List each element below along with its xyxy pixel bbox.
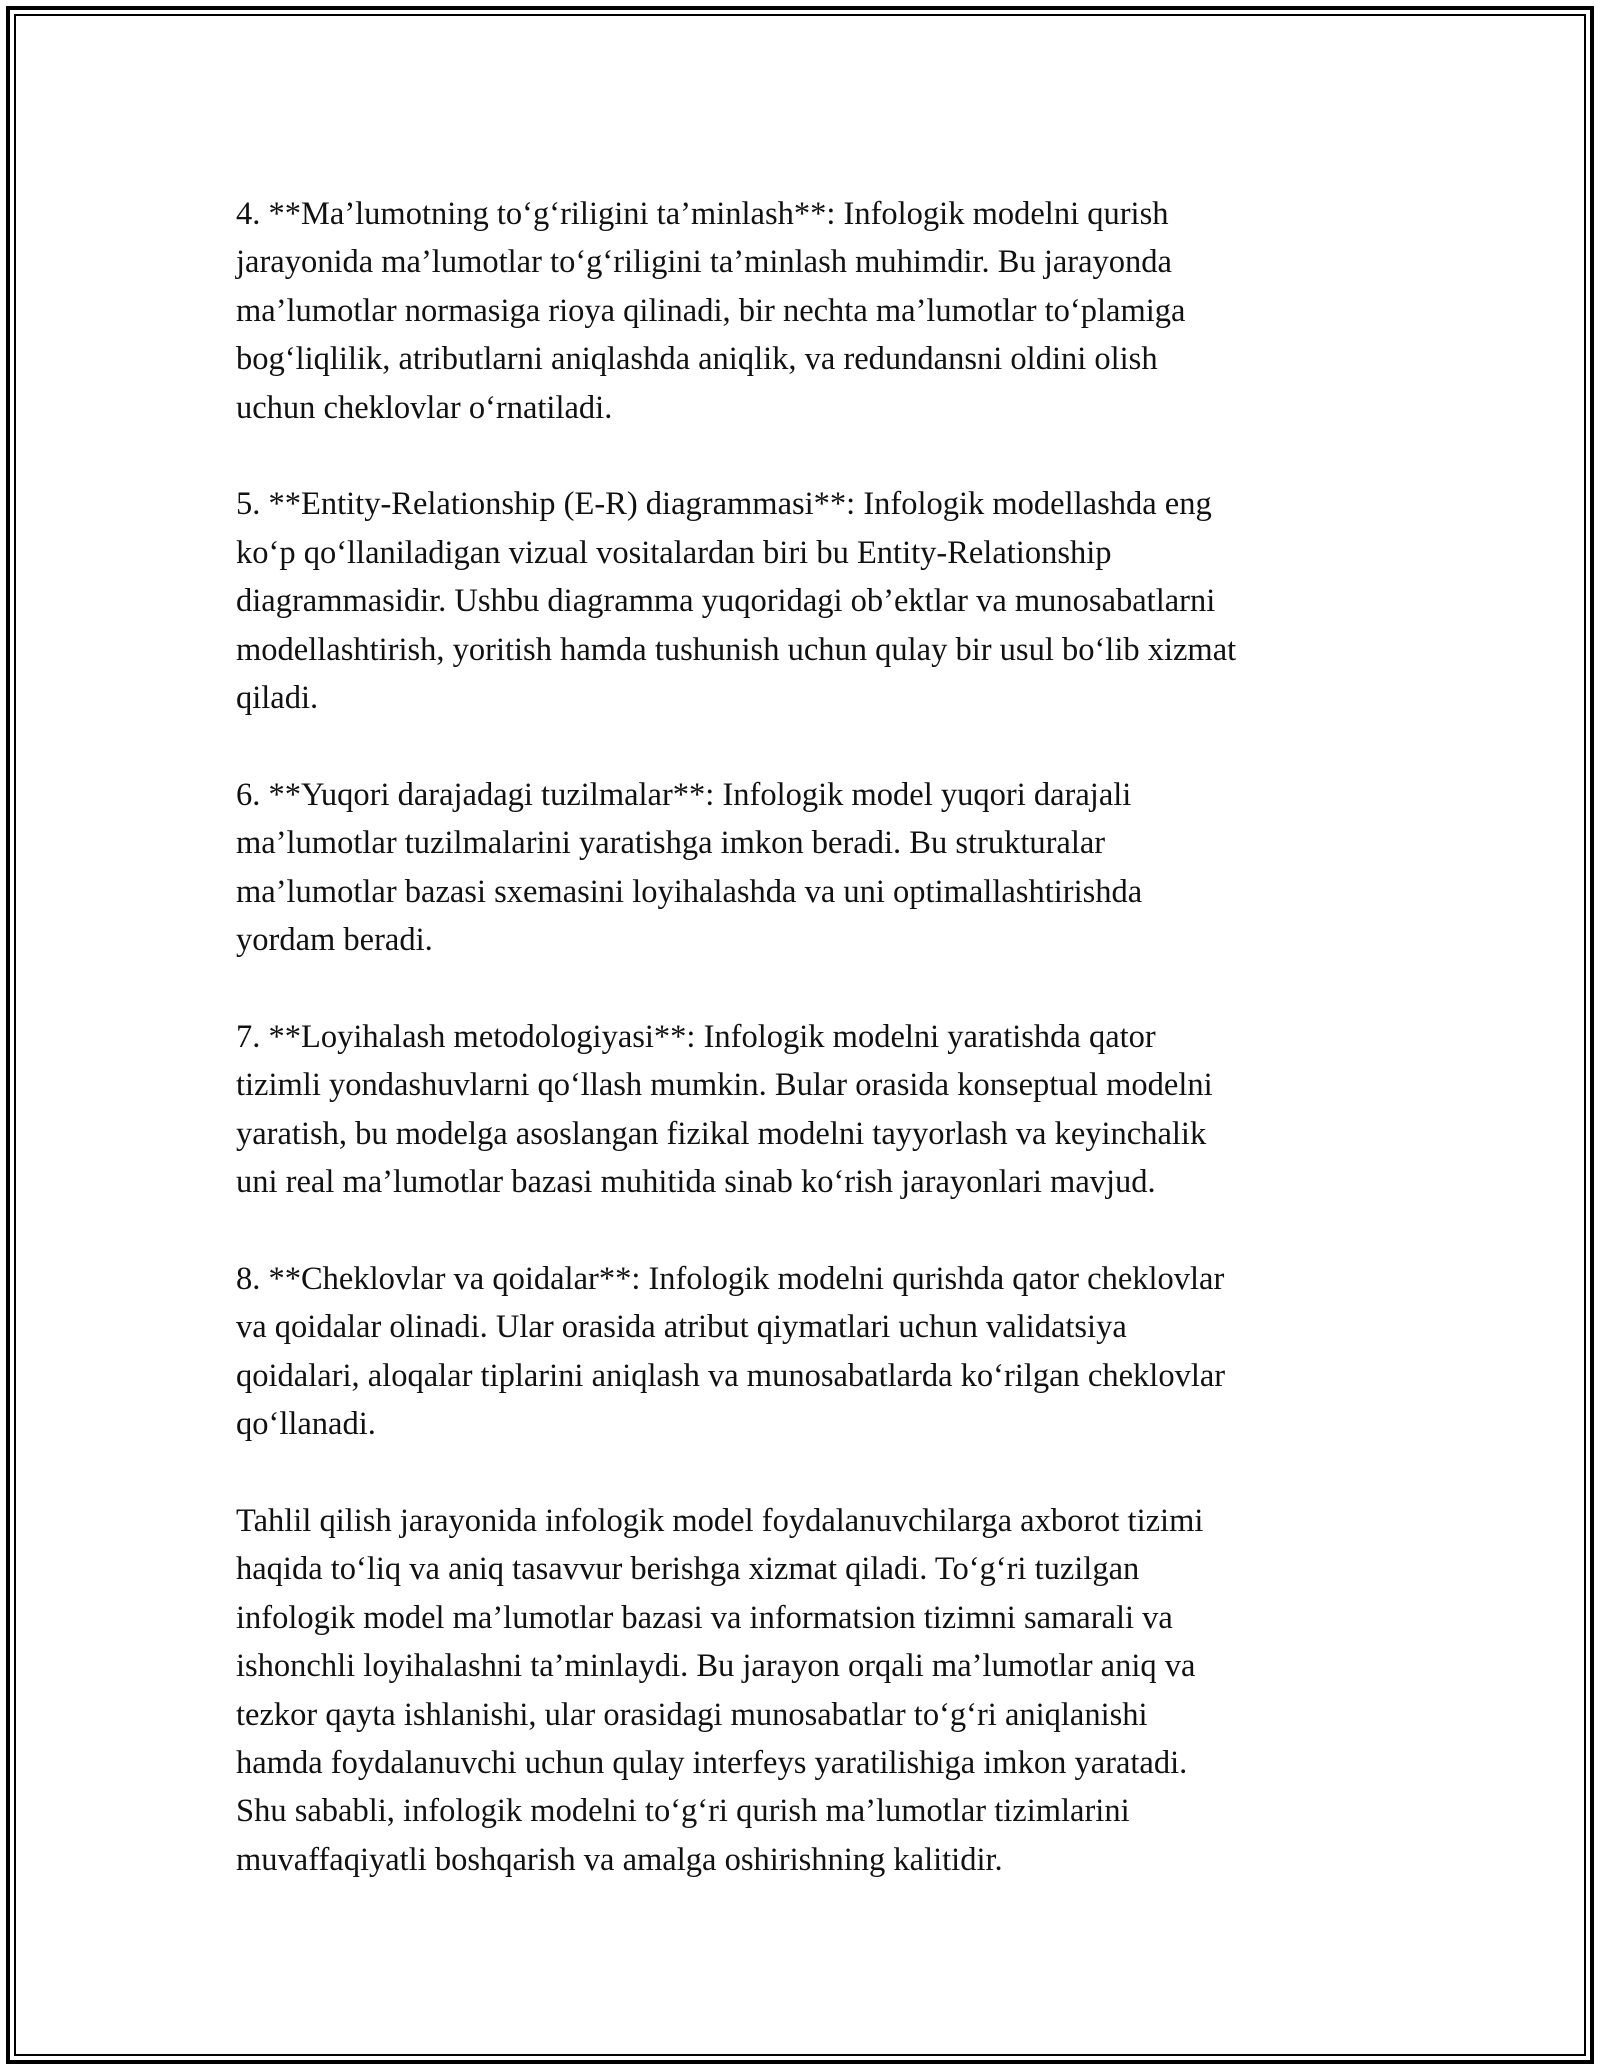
text-line: ma’lumotlar normasiga rioya qilinadi, bir nechta ma’lumotlar to‘plamiga	[236, 292, 1186, 329]
paragraph-item-8	[236, 1255, 1376, 1449]
text-line: 7. **Loyihalash metodologiyasi**: Infologik modelni yaratishda qator	[236, 1018, 1156, 1055]
paragraph-conclusion	[236, 1497, 1376, 1884]
text-line: ko‘p qo‘llaniladigan vizual vositalardan biri bu Entity-Relationship	[236, 534, 1112, 571]
text-line: bog‘liqlilik, atributlarni aniqlashda aniqlik, va redundansni oldini olish	[236, 341, 1158, 378]
text-line: ishonchli loyihalashni ta’minlaydi. Bu jarayon orqali ma’lumotlar aniq va	[236, 1648, 1196, 1685]
text-line: haqida to‘liq va aniq tasavvur berishga xizmat qiladi. To‘g‘ri tuzilgan	[236, 1551, 1140, 1588]
text-line: ma’lumotlar bazasi sxemasini loyihalashda va uni optimallashtirishda	[236, 873, 1143, 910]
text-line: 5. **Entity-Relationship (E-R) diagrammasi**: Infologik modellashda eng	[236, 486, 1212, 523]
text-line: tezkor qayta ishlanishi, ular orasidagi munosabatlar to‘g‘ri aniqlanishi	[236, 1696, 1148, 1733]
text-line: qiladi.	[236, 680, 319, 717]
text-line: yaratish, bu modelga asoslangan fizikal modelni tayyorlash va keyinchalik	[236, 1115, 1207, 1152]
text-line: ma’lumotlar tuzilmalarini yaratishga imkon beradi. Bu strukturalar	[236, 825, 1106, 862]
paragraph-item-5	[236, 480, 1376, 722]
text-line: infologik model ma’lumotlar bazasi va informatsion tizimni samarali va	[236, 1599, 1173, 1636]
text-line: jarayonida ma’lumotlar to‘g‘riligini ta’minlash muhimdir. Bu jarayonda	[236, 244, 1172, 281]
paragraph-item-7	[236, 1013, 1376, 1207]
text-line: hamda foydalanuvchi uchun qulay interfeys yaratilishiga imkon yaratadi.	[236, 1744, 1188, 1781]
text-line: yordam beradi.	[236, 922, 433, 959]
text-line: uni real ma’lumotlar bazasi muhitida sinab ko‘rish jarayonlari mavjud.	[236, 1164, 1156, 1201]
text-line: 4. **Ma’lumotning to‘g‘riligini ta’minlash**: Infologik modelni qurish	[236, 196, 1169, 232]
text-line: va qoidalar olinadi. Ular orasida atribut qiymatlari uchun validatsiya	[236, 1309, 1127, 1346]
text-line: muvaffaqiyatli boshqarish va amalga oshirishning kalitidir.	[236, 1841, 1003, 1878]
paragraph-item-4	[236, 190, 1376, 432]
document-body	[236, 190, 1376, 1933]
text-line: Tahlil qilish jarayonida infologik model foydalanuvchilarga axborot tizimi	[236, 1502, 1204, 1539]
text-line: modellashtirish, yoritish hamda tushunish uchun qulay bir usul bo‘lib xizmat	[236, 631, 1237, 668]
text-line: qoidalari, aloqalar tiplarini aniqlash va munosabatlarda ko‘rilgan cheklovlar	[236, 1357, 1226, 1394]
text-line: qo‘llanadi.	[236, 1406, 376, 1443]
text-line: diagrammasidir. Ushbu diagramma yuqoridagi ob’ektlar va munosabatlarni	[236, 583, 1216, 620]
text-line: 8. **Cheklovlar va qoidalar**: Infologik modelni qurishda qator cheklovlar	[236, 1260, 1225, 1297]
text-line: tizimli yondashuvlarni qo‘llash mumkin. Bular orasida konseptual modelni	[236, 1067, 1213, 1104]
text-line: 6. **Yuqori darajadagi tuzilmalar**: Infologik model yuqori darajali	[236, 776, 1132, 813]
paragraph-item-6	[236, 771, 1376, 965]
text-line: uchun cheklovlar o‘rnatiladi.	[236, 389, 613, 426]
text-line: Shu sababli, infologik modelni to‘g‘ri qurish ma’lumotlar tizimlarini	[236, 1793, 1130, 1830]
